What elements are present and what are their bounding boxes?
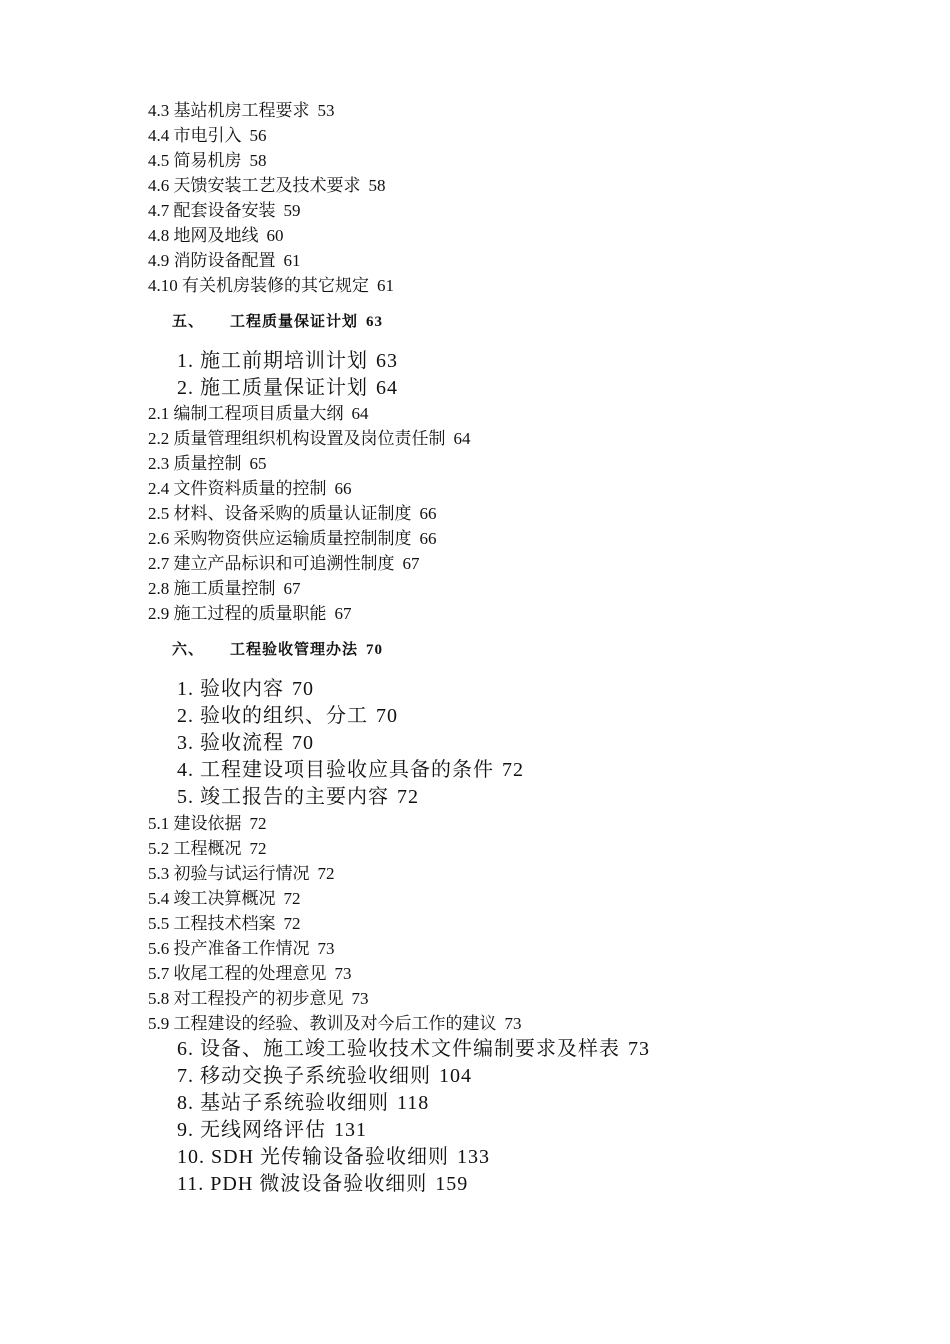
toc-entry-label: 10. SDH 光传输设备验收细则 <box>177 1146 450 1168</box>
toc-entry-label: 3. 验收流程 <box>177 732 284 754</box>
toc-entry-5-2-sub[interactable] <box>148 840 267 857</box>
toc-entry-label: 5.4 竣工决算概况 <box>148 889 276 908</box>
toc-entry-label: 2.3 质量控制 <box>148 454 242 473</box>
toc-entry-label: 2. 验收的组织、分工 <box>177 705 368 727</box>
toc-section-heading-6[interactable] <box>172 643 383 658</box>
section-number: 五、 <box>172 314 205 330</box>
toc-entry-label: 5.8 对工程投产的初步意见 <box>148 989 344 1008</box>
toc-page-number: 64 <box>453 429 471 448</box>
toc-page-number: 72 <box>249 814 267 833</box>
toc-entry-label: 5.6 投产准备工作情况 <box>148 939 310 958</box>
toc-entry-label: 2.4 文件资料质量的控制 <box>148 479 327 498</box>
toc-entry-label: 4. 工程建设项目验收应具备的条件 <box>177 759 494 781</box>
toc-page-number: 104 <box>439 1065 472 1087</box>
toc-entry-label: 2.7 建立产品标识和可追溯性制度 <box>148 554 395 573</box>
toc-entry-4-4[interactable] <box>148 127 267 144</box>
toc-page-number: 73 <box>504 1014 522 1033</box>
toc-entry-label: 5.3 初验与试运行情况 <box>148 864 310 883</box>
toc-page-number: 65 <box>249 454 267 473</box>
section-title: 工程验收管理办法 <box>230 642 359 658</box>
toc-page-number: 63 <box>366 314 384 330</box>
toc-entry-label: 4.10 有关机房装修的其它规定 <box>148 276 369 295</box>
toc-entry-label: 2.8 施工质量控制 <box>148 579 276 598</box>
toc-page-number: 67 <box>334 604 352 623</box>
toc-entry-6-9[interactable] <box>177 1120 367 1140</box>
toc-entry-5-6-sub[interactable] <box>148 940 335 957</box>
toc-entry-6-11[interactable] <box>177 1174 468 1194</box>
toc-entry-label: 1. 施工前期培训计划 <box>177 350 368 372</box>
toc-page-number: 70 <box>366 642 384 658</box>
toc-entry-label: 4.5 简易机房 <box>148 151 242 170</box>
toc-entry-6-6[interactable] <box>177 1039 650 1059</box>
section-title: 工程质量保证计划 <box>230 314 359 330</box>
toc-entry-6-10[interactable] <box>177 1147 490 1167</box>
toc-page-number: 73 <box>317 939 335 958</box>
toc-entry-label: 2.5 材料、设备采购的质量认证制度 <box>148 504 412 523</box>
toc-entry-4-8[interactable] <box>148 227 284 244</box>
toc-entry-label: 4.4 市电引入 <box>148 126 242 145</box>
toc-entry-label: 2.1 编制工程项目质量大纲 <box>148 404 344 423</box>
toc-page-number: 72 <box>397 786 419 808</box>
toc-entry-label: 4.8 地网及地线 <box>148 226 259 245</box>
toc-entry-6-7[interactable] <box>177 1066 472 1086</box>
toc-entry-label: 5.5 工程技术档案 <box>148 914 276 933</box>
toc-entry-label: 2.2 质量管理组织机构设置及岗位责任制 <box>148 429 446 448</box>
toc-entry-5-5-sub[interactable] <box>148 915 301 932</box>
toc-entry-5-1[interactable] <box>177 351 398 371</box>
toc-page-number: 118 <box>397 1092 430 1114</box>
toc-page-number: 58 <box>368 176 386 195</box>
section-number: 六、 <box>172 642 205 658</box>
toc-entry-label: 5.9 工程建设的经验、教训及对今后工作的建议 <box>148 1014 497 1033</box>
toc-page-number: 59 <box>283 201 301 220</box>
toc-page-number: 72 <box>502 759 524 781</box>
toc-entry-label: 9. 无线网络评估 <box>177 1119 326 1141</box>
toc-entry-4-3[interactable] <box>148 102 335 119</box>
toc-entry-5-4-sub[interactable] <box>148 890 301 907</box>
toc-entry-label: 7. 移动交换子系统验收细则 <box>177 1065 431 1087</box>
toc-page-number: 73 <box>334 964 352 983</box>
toc-entry-label: 5.1 建设依据 <box>148 814 242 833</box>
toc-entry-5-2[interactable] <box>177 378 398 398</box>
toc-entry-2-3[interactable] <box>148 455 267 472</box>
toc-page-number: 63 <box>376 350 398 372</box>
toc-entry-4-5[interactable] <box>148 152 267 169</box>
toc-page-number: 64 <box>351 404 369 423</box>
toc-entry-2-9[interactable] <box>148 605 352 622</box>
toc-entry-6-1[interactable] <box>177 679 314 699</box>
toc-entry-2-5[interactable] <box>148 505 437 522</box>
toc-entry-label: 4.6 天馈安装工艺及技术要求 <box>148 176 361 195</box>
toc-page-number: 70 <box>292 678 314 700</box>
toc-entry-5-9-sub[interactable] <box>148 1015 522 1032</box>
toc-entry-label: 4.9 消防设备配置 <box>148 251 276 270</box>
toc-entry-label: 5. 竣工报告的主要内容 <box>177 786 389 808</box>
toc-entry-2-1[interactable] <box>148 405 369 422</box>
toc-entry-6-2[interactable] <box>177 706 398 726</box>
toc-entry-5-7-sub[interactable] <box>148 965 352 982</box>
toc-page-number: 64 <box>376 377 398 399</box>
toc-page-number: 70 <box>292 732 314 754</box>
toc-page-number: 72 <box>283 889 301 908</box>
toc-entry-5-1-sub[interactable] <box>148 815 267 832</box>
toc-page-number: 60 <box>266 226 284 245</box>
toc-entry-2-4[interactable] <box>148 480 352 497</box>
toc-entry-label: 1. 验收内容 <box>177 678 284 700</box>
toc-page-number: 70 <box>376 705 398 727</box>
toc-entry-label: 5.7 收尾工程的处理意见 <box>148 964 327 983</box>
toc-page-number: 72 <box>317 864 335 883</box>
toc-page-number: 67 <box>402 554 420 573</box>
toc-entry-label: 2. 施工质量保证计划 <box>177 377 368 399</box>
toc-page-number: 66 <box>419 529 437 548</box>
toc-entry-label: 8. 基站子系统验收细则 <box>177 1092 389 1114</box>
toc-entry-4-9[interactable] <box>148 252 301 269</box>
toc-entry-2-8[interactable] <box>148 580 301 597</box>
toc-page-number: 159 <box>435 1173 469 1195</box>
toc-entry-label: 5.2 工程概况 <box>148 839 242 858</box>
toc-page-number: 133 <box>457 1146 491 1168</box>
toc-page-number: 58 <box>249 151 267 170</box>
toc-page-number: 66 <box>419 504 437 523</box>
toc-entry-5-8-sub[interactable] <box>148 990 369 1007</box>
toc-entry-label: 4.3 基站机房工程要求 <box>148 101 310 120</box>
toc-page-number: 61 <box>377 276 394 295</box>
toc-entry-2-7[interactable] <box>148 555 420 572</box>
toc-page-number: 53 <box>317 101 335 120</box>
toc-entry-2-6[interactable] <box>148 530 437 547</box>
toc-page-number: 61 <box>283 251 301 270</box>
toc-entry-label: 2.9 施工过程的质量职能 <box>148 604 327 623</box>
toc-page-number: 72 <box>249 839 267 858</box>
toc-entry-6-5[interactable] <box>177 787 419 807</box>
toc-entry-4-10[interactable] <box>148 277 394 294</box>
toc-page-number: 73 <box>628 1038 650 1060</box>
toc-page-number: 67 <box>283 579 301 598</box>
toc-entry-label: 11. PDH 微波设备验收细则 <box>177 1173 428 1195</box>
toc-entry-6-3[interactable] <box>177 733 314 753</box>
toc-entry-6-4[interactable] <box>177 760 524 780</box>
toc-page-number: 73 <box>351 989 369 1008</box>
toc-section-heading-5[interactable] <box>172 315 383 330</box>
toc-entry-2-2[interactable] <box>148 430 471 447</box>
toc-page-number: 72 <box>283 914 301 933</box>
toc-entry-4-7[interactable] <box>148 202 301 219</box>
toc-entry-label: 6. 设备、施工竣工验收技术文件编制要求及样表 <box>177 1038 620 1060</box>
toc-entry-label: 2.6 采购物资供应运输质量控制制度 <box>148 529 412 548</box>
toc-page-number: 66 <box>334 479 352 498</box>
toc-entry-6-8[interactable] <box>177 1093 429 1113</box>
toc-entry-5-3-sub[interactable] <box>148 865 335 882</box>
toc-entry-label: 4.7 配套设备安装 <box>148 201 276 220</box>
toc-page-number: 56 <box>249 126 267 145</box>
toc-page-number: 131 <box>334 1119 367 1141</box>
toc-entry-4-6[interactable] <box>148 177 386 194</box>
